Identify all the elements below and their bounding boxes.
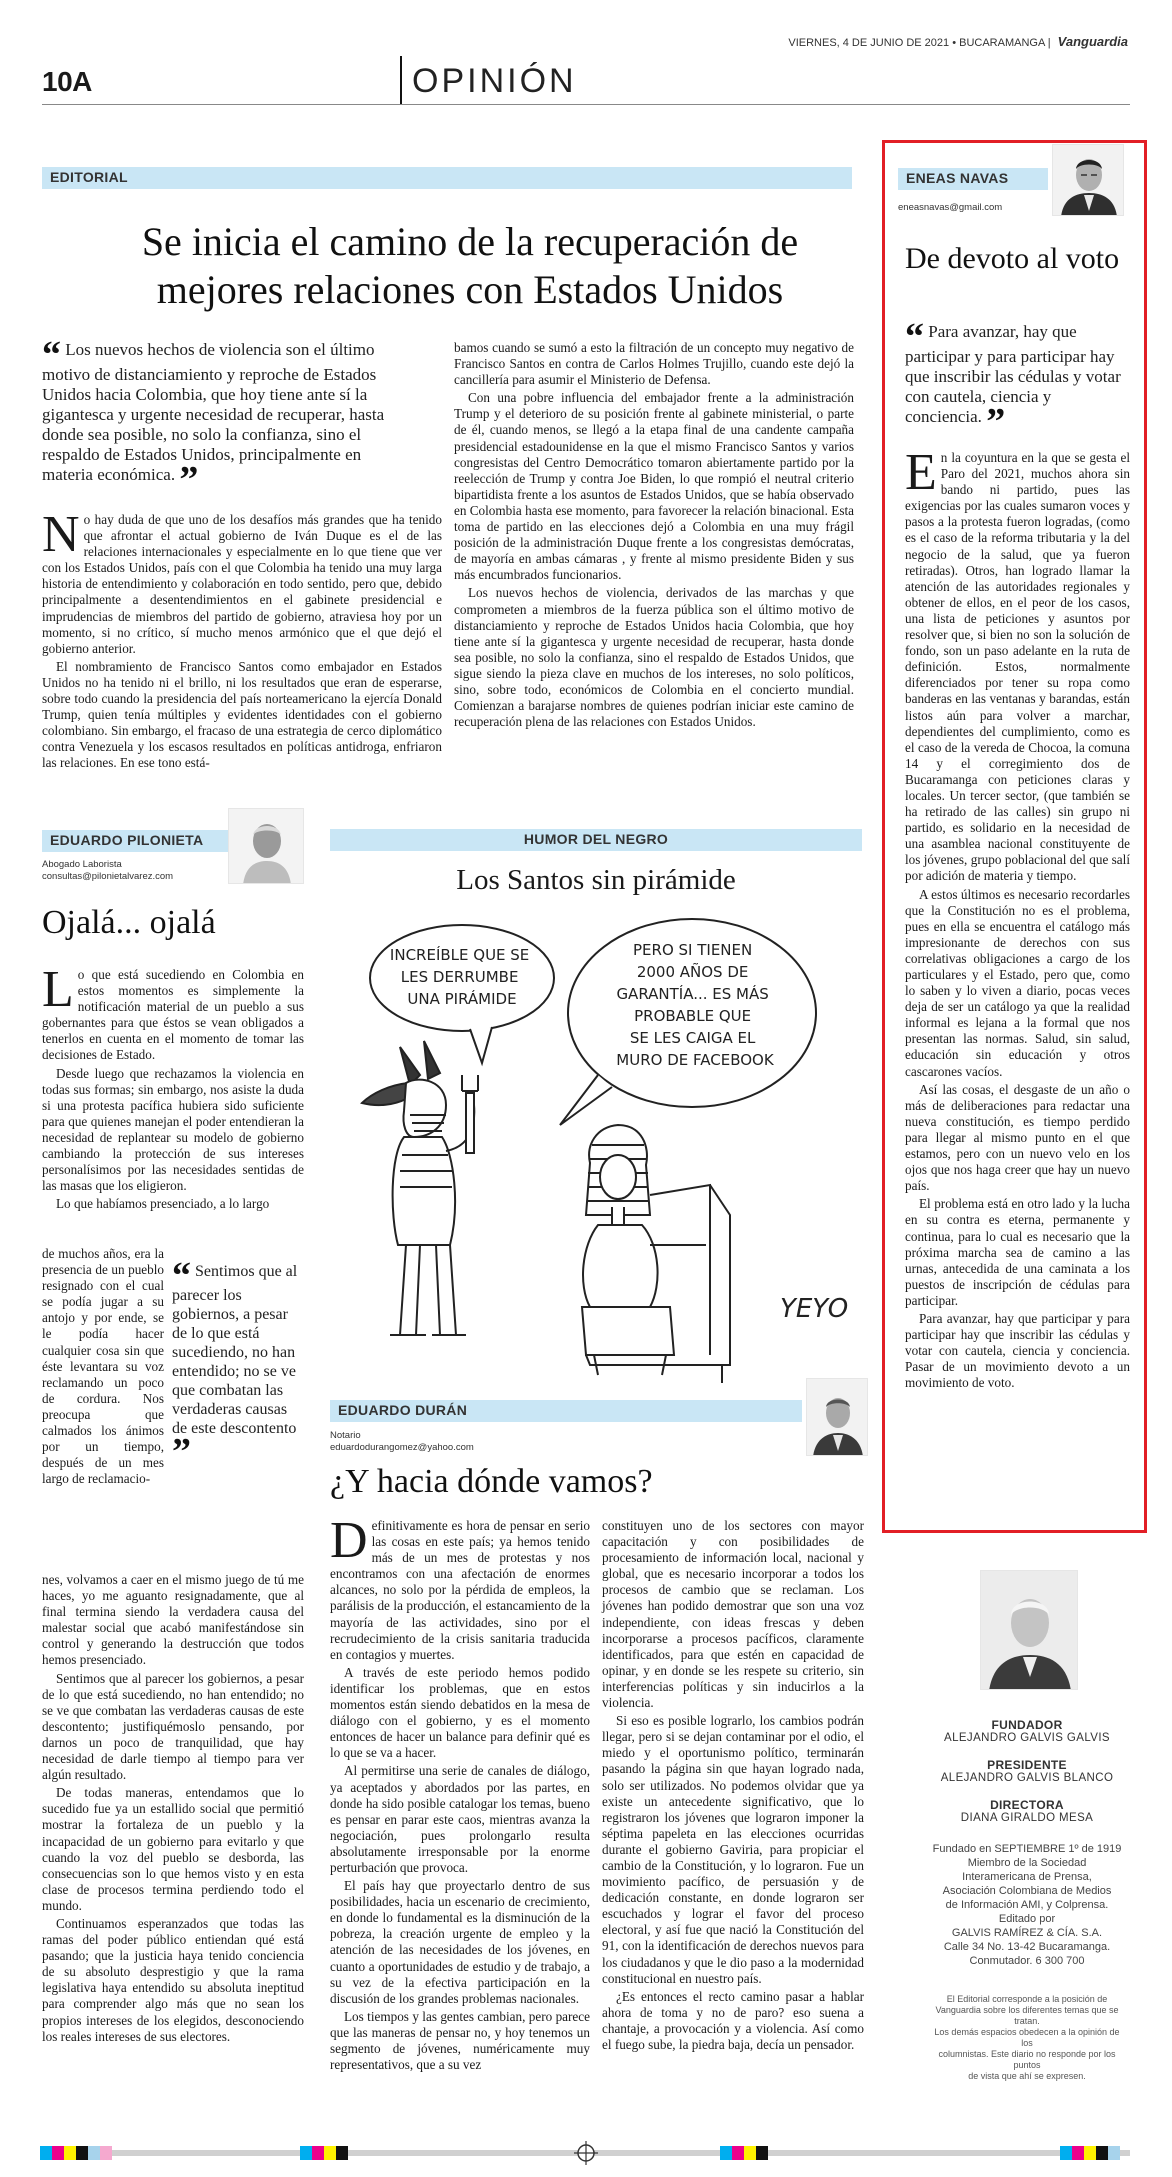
humor-title: Los Santos sin pirámide <box>456 864 736 896</box>
cartoon-illustration <box>350 915 850 1390</box>
disclaimer-line: Vanguardia sobre los diferentes temas que se tratan. <box>935 2005 1119 2026</box>
duran-role: Notario <box>330 1430 361 1441</box>
duran-author: EDUARDO DURÁN <box>338 1402 468 1418</box>
pilonieta-paragraph: de muchos años, era la presencia de un pueblo resignado con el cual se podía jugar a su antojo y por ende, se le podía hacer cualquier cosa sin que éste levantara su voz reclamando un poco de cordura. Nos preocupa que calmados los ánimos por un tiempo, después de un mes largo de reclamacio- <box>42 1246 164 1487</box>
pilonieta-paragraph: nes, volvamos a caer en el mismo juego de tú me haces, yo me aguanto resignadamente, que al final termina siendo la verdadera causa del malestar social que acabó manifestándose sin control y generando la destrucción que todos hemos presenciado. <box>42 1572 304 1668</box>
pilonieta-paragraph: o que está sucediendo en Colombia en estos momentos es simplemente la notificación material de un pueblo a sus gobernantes para que éstos se vean obligados a tenerlos en cuenta en el momento de tomar las decisiones de Estado. <box>42 967 304 1063</box>
masthead-info-line: Fundado en SEPTIEMBRE 1º de 1919 <box>932 1843 1122 1855</box>
masthead-info-line: Asociación Colombiana de Medios <box>942 1885 1112 1897</box>
navas-photo <box>1052 144 1124 216</box>
color-swatch-group-center-left <box>300 2146 348 2160</box>
pilonieta-paragraph: Continuamos esperanzados que todas las ramas del poder público entiendan qué está pasando; que la justicia haya tenido conciencia de su absoluto desprestigio y que la rama legislativa haya entendido su absoluta ineptitud para comprender algo más que no sean los propios intereses de los elegidos, desconociendo los reales intereses de sus electores. <box>42 1915 304 2044</box>
disclaimer-line: columnistas. Este diario no responde por los puntos <box>938 2049 1116 2070</box>
color-swatch-group-center-right <box>720 2146 768 2160</box>
close-quote-icon: ” <box>172 1431 191 1473</box>
duran-photo <box>806 1378 868 1456</box>
disclaimer-line: Los demás espacios obedecen a la opinión de los <box>934 2027 1120 2048</box>
pilonieta-pull-quote-text: Sentimos que al parecer los gobiernos, a pesar de lo que está sucediendo, no han entendido; no se ve que combatan las verdaderas causas de este descontento <box>172 1263 298 1437</box>
bubble-right-line: PERO SI TIENEN <box>633 941 753 959</box>
masthead-fundador: ALEJANDRO GALVIS GALVIS <box>944 1732 1110 1744</box>
masthead-info-line: Conmutador. 6 300 700 <box>969 1955 1085 1967</box>
duran-paragraph: Si eso es posible lograrlo, los cambios podrán llegar, pero si se dejan contaminar por el odio, el miedo y el oportunismo político, terminarán pasando la página sin que hayan logrado nada, solo ser utilizados. No podemos olvidar que ya existe un antecedente significativo, que lo registraron los jóvenes que lograron imponer la séptima papeleta en las elecciones ocurridas durante el gobierno Gaviria, para propiciar el cambio de la Constitución, y lo lograron. Fue un movimiento pacífico, de persuasión y de dedicación constante, en donde lograron ser escuchados y lograr el favor del proceso electoral, y así fue que nació la Constitución del 91, con la identificación de derechos nuevos para los ciudadanos y que le dio paso a la modernidad constitucional en nuestro país. <box>602 1713 864 1986</box>
bubble-right-line: GARANTÍA... ES MÁS <box>616 985 769 1003</box>
masthead-info <box>932 1842 1122 1968</box>
pilonieta-role: Abogado Laborista <box>42 859 122 870</box>
pilonieta-paragraph: De todas maneras, entendamos que lo sucedido fue ya un estallido social que permitió mostrar la fortaleza de un pueblo y la incapacidad de un gobierno para evitarlo y que cuando la voz del pueblo se desborda, las consecuencias son lo que hemos visto y en esta clase de procesos termina perdiendo todo el mundo. <box>42 1785 304 1913</box>
navas-pull-quote <box>905 316 1130 443</box>
humor-kicker: HUMOR DEL NEGRO <box>330 829 862 851</box>
pilonieta-author: EDUARDO PILONIETA <box>50 832 204 848</box>
section-title: OPINIÓN <box>412 62 577 100</box>
open-quote-icon: “ <box>42 334 61 376</box>
pilonieta-paragraph: Lo que habíamos presenciado, a lo largo <box>56 1196 270 1212</box>
pilonieta-rest <box>42 1572 304 2047</box>
founder-portrait <box>980 1570 1078 1690</box>
masthead-directora-label: DIRECTORA <box>990 1798 1064 1812</box>
editorial-pull-quote <box>42 334 414 501</box>
duran-email: eduardodurangomez@yahoo.com <box>330 1442 474 1453</box>
cartoon-signature: YEYO <box>780 1294 849 1324</box>
editorial-paragraph: bamos cuando se sumó a esto la filtración de un concepto muy negativo de Francisco Santos en contra de Carlos Holmes Trujillo, cuando este dejó la cancillería para asumir el Ministerio de Defensa. <box>454 340 854 388</box>
author-portrait-icon <box>807 1379 868 1456</box>
masthead-info-line: Editado por <box>998 1913 1056 1925</box>
open-quote-icon: “ <box>905 316 924 358</box>
masthead-info-line: Interamericana de Prensa, <box>962 1871 1092 1883</box>
navas-paragraph: Para avanzar, hay que participar y para participar hay que inscribir las cédulas y votar con cautela, ciencia y conciencia. Pasar de un movimiento devoto a un movimiento de voto. <box>905 1310 1130 1391</box>
bubble-right-line: 2000 AÑOS DE <box>636 963 749 981</box>
page-number: 10A <box>42 66 92 97</box>
duran-paragraph: Los tiempos y las gentes cambian, pero parece que las maneras de pensar no, y hoy tenemos un segmento de jóvenes, numéricamente muy representativos, que a su vez <box>330 2008 590 2073</box>
navas-paragraph: n la coyuntura en la que se gesta el Paro del 2021, muchos ahora sin bando ni partido, pues las exigencias por las cuales sumaron voces y pasos a la protesta fueron logradas, (como es el caso de la reforma tributaria y la del negocio de la salud, que ya fueron retiradas). Otros, han logrado llamar la atención de las autoridades regionales y obtener de ellos, en el peor de los casos, una lista de peticiones y asuntos por resolver que, si bien no son la solución de fondo, son un paso adelante en la ruta de definición. Estos, normalmente diferenciados por tener su ropa como banderas en las ventanas y barandas, están listos aún para volver a marchar, dependientes del cumplimiento, como es el caso de la vereda de Chocoa, la comuna 14 y el corregimiento dos de Bucaramanga con peticiones claras y locales. Un tercer sector, (que también se ha retirado de las calles) sin grupo ni partido, es solidario en la necesidad de una asamblea nacional constituyente de los jóvenes, grupo poblacional del que salí por adición de materia y tiempo. <box>905 450 1130 884</box>
pilonieta-author-meta <box>42 859 242 883</box>
duran-paragraph: efinitivamente es hora de pensar en serio las cosas en este país; ya hemos tenido más de un mes de protestas y nos encontramos con una afectación de enormes alcances, no solo por la pérdida de empleos, la parálisis de la producción, el estancamiento de la mayoría de las actividades, sino por el recrudecimiento de la crisis sanitaria traducida en contagios y muertes. <box>330 1518 590 1662</box>
dateline: VIERNES, 4 DE JUNIO DE 2021 • BUCARAMANGA | Vanguardia <box>788 34 1128 49</box>
pilonieta-pull-quote <box>172 1255 302 1473</box>
editorial-paragraph: Los nuevos hechos de violencia, derivados de las marchas y que comprometen a miembros de la fuerza pública son el último motivo de distanciamiento y reproche de Estados Unidos hacia Colombia, que hoy tiene ante sí la gigantesca y urgente necesidad de recuperar, hasta donde sea posible, no solo la confianza, sino el respaldo de Estados Unidos, que sigue siendo la pieza clave en muchos de los intereses, no solo políticos, sino, sobre todo, económicos de Colombia en el concierto mundial. Comienzan a barajarse nombres de quienes podrían iniciar este camino de recuperación plena de las relaciones con Estados Unidos. <box>454 585 854 730</box>
duran-paragraph: ¿Es entonces el recto camino pasar a hablar ahora de toma y no de paro? eso suena a chantaje, a provocación y a violencia. Así como el fuego sube, la piedra baja, decía un pensador. <box>602 1988 864 2052</box>
pilonieta-photo <box>228 808 304 884</box>
bubble-right-line: PROBABLE QUE <box>634 1007 752 1025</box>
top-rule <box>42 104 1130 105</box>
masthead-info-line: Calle 34 No. 13-42 Bucaramanga. <box>943 1941 1111 1953</box>
dateline-text: VIERNES, 4 DE JUNIO DE 2021 • BUCARAMANGA <box>788 37 1045 49</box>
close-quote-icon: ” <box>986 401 1006 443</box>
duran-column-1 <box>330 1512 590 2075</box>
navas-paragraph: El problema está en otro lado y la lucha en su contra es eterna, permanente y continua, para lo cual es necesario que la próxima marcha sea de camino a las urnas, antecedida de una caminata a los puestos de inscripción de cédulas para participar. <box>905 1196 1130 1308</box>
bubble-left-line: UNA PIRÁMIDE <box>407 990 517 1008</box>
svg-text:INCREÍBLE QUE SE LES DERRU <box>390 945 534 1008</box>
duran-author-bar <box>330 1400 802 1422</box>
navas-headline: De devoto al voto <box>905 242 1120 275</box>
masthead-directora: DIANA GIRALDO MESA <box>960 1812 1094 1824</box>
pharaoh-figure <box>582 1125 730 1383</box>
disclaimer-line: de vista que ahí se expresen. <box>968 2071 1086 2081</box>
bubble-right-line: MURO DE FACEBOOK <box>616 1051 774 1069</box>
navas-paragraph: A estos últimos es necesario recordarles que la Constitución no es el problema, pues en ella se encuentra el catálogo más impresionante de derechos con sus correlativas obligaciones a cargo de los particulares y el Estado, pero que, como lo saben y lo viven a diario, pocas veces deja de ser un catálogo ya que la realidad informal es lejana a la formal que nos presentan las normas. Salud, sin salud, educación sin educación y otros cascarones vacíos. <box>905 886 1130 1079</box>
duran-paragraph: El país hay que proyectarlo dentro de sus posibilidades, hacia un escenario de crecimiento, en donde lo fundamental es la disminución de la pobreza, la creación urgente de empleo y la atención de las necesidades de los jóvenes, en cuanto a oportunidades de estudio y de trabajo, a su vez de la efectiva participación en la discusión de los grandes problemas nacionales. <box>330 1878 590 2006</box>
pilonieta-headline: Ojalá... ojalá <box>42 904 216 941</box>
founder-portrait-icon <box>981 1571 1078 1690</box>
navas-pull-quote-text: Para avanzar, hay que participar y para participar hay que inscribir las cédulas y votar con cautela, ciencia y conciencia. <box>905 322 1121 426</box>
color-swatch-group-right <box>1060 2146 1120 2160</box>
masthead <box>932 1718 1122 2082</box>
bubble-right-line: SE LES CAIGA EL <box>629 1029 756 1047</box>
disclaimer-line: El Editorial corresponde a la posición de <box>946 1994 1108 2004</box>
brand-logo: Vanguardia <box>1057 34 1128 49</box>
pilonieta-paragraph: Sentimos que al parecer los gobiernos, a pesar de lo que está sucediendo, no han entendido; no se ve que combatan las verdaderas causas de este descontento; justifiquémoslo pensando, por darnos un poco de tranquilidad, que hay necesidad de darle tiempo al tiempo para ver algún resultado. <box>42 1670 304 1783</box>
pilonieta-dropcap: L <box>42 961 74 1018</box>
pilonieta-author-bar <box>42 830 238 852</box>
duran-column-2 <box>602 1518 864 2055</box>
bubble-left-line: INCREÍBLE QUE SE <box>389 946 530 964</box>
author-portrait-icon <box>229 809 304 884</box>
masthead-info-line: Miembro de la Sociedad <box>967 1857 1087 1869</box>
duran-dropcap: D <box>330 1512 368 1569</box>
pilonieta-paragraph: Desde luego que rechazamos la violencia en todas sus formas; sin embargo, nos asiste la duda si una protesta pacífica hubiera sido suficiente para que quienes manejan el poder entendieran la necesidad de replantear su modelo de gobierno cambiando la protección de sus intereses personalísimos por las necesidades sentidas de las masas que los eligieron. <box>42 1065 304 1194</box>
duran-paragraph: constituyen uno de los sectores con mayor capacitación y con posibilidades de procesamiento de información local, nacional y global, que es necesario incorporar a todos los procesos de cambio que se reclaman. Los jóvenes han podido demostrar que son una voz independiente, con ideas frescas y deben incorporarse a procesos pacíficos, claramente identificados, para que estén en capacidad de opinar, y en donde se les respete su criterio, sin interferencias políticas y sin inducirlos a la violencia. <box>602 1518 864 1711</box>
editorial-pull-quote-text: Los nuevos hechos de violencia son el último motivo de distanciamiento y reproche de Estados Unidos hacia Colombia, que hoy tiene ante sí la gigantesca y urgente necesidad de recuperar, hasta donde sea posible, no solo la confianza, sino el respaldo de Estados Unidos, principalmente en materia económica. <box>42 340 385 484</box>
close-quote-icon: ” <box>179 459 199 501</box>
print-color-bar <box>0 2138 1172 2168</box>
editorial-paragraph: o hay duda de que uno de los desafíos más grandes que ha tenido que afrontar el actual gobierno de Iván Duque es el de las relaciones internacionales y especialmente en lo que tiene que ver con los Estados Unidos, país con el que Colombia ha tenido una muy larga historia de entendimiento y colaboración en todo sentido, pero que, debido principalmente a desentendimientos en el gabinete presidencial e imprudencias de miembros del partido de gobierno, atraviesa hoy por un momento, si no crítico, sí mucho menos armónico que el que dejó el gobierno anterior. <box>42 512 442 656</box>
duran-paragraph: A través de este periodo hemos podido identificar los problemas, que en estos momentos están siendo debatidos en la mesa de diálogo con el gobierno, y es el momento entonces de hacer un balance para definir qué es lo que se va a hacer. <box>330 1664 590 1761</box>
navas-body <box>905 444 1130 1393</box>
masthead-presidente: ALEJANDRO GALVIS BLANCO <box>940 1772 1114 1784</box>
editorial-headline: Se inicia el camino de la recuperación de mejores relaciones con Estados Unidos <box>141 219 799 312</box>
pilonieta-intro <box>42 961 304 1214</box>
open-quote-icon: “ <box>172 1255 191 1297</box>
masthead-disclaimer <box>932 1994 1122 2082</box>
pilonieta-narrow-column <box>42 1246 164 1489</box>
color-swatch-group-left <box>40 2146 112 2160</box>
duran-paragraph: Al permitirse una serie de canales de diálogo, ya aceptados y abordados por las partes, en donde ha sido posible catalogar los temas, bueno es pensar en parar este caos, mientras avanza la negociación, pues prolongarlo resulta absolutamente irresponsable por la enorme perturbación que provoca. <box>330 1763 590 1875</box>
navas-author-bar <box>898 168 1048 190</box>
duran-author-meta <box>330 1430 590 1454</box>
navas-paragraph: Así las cosas, el desgaste de un año o más de deliberaciones para redactar una nueva constitución, es tiempo perdido para llegar al mismo punto en el que estamos, pero con un nuevo velo en los ojos que nos haga creer que hay un nuevo país. <box>905 1081 1130 1194</box>
duran-headline: ¿Y hacia dónde vamos? <box>330 1463 653 1500</box>
anubis-figure <box>362 1041 478 1335</box>
masthead-info-line: GALVIS RAMÍREZ & CÍA. S.A. <box>951 1927 1103 1939</box>
pilonieta-email: consultas@pilonietalvarez.com <box>42 871 174 882</box>
navas-author: ENEAS NAVAS <box>906 170 1009 186</box>
bubble-left-line: LES DERRUMBE <box>400 968 519 986</box>
navas-email: eneasnavas@gmail.com <box>898 202 1003 213</box>
editorial-column-1 <box>42 506 442 774</box>
masthead-presidente-label: PRESIDENTE <box>987 1758 1067 1772</box>
author-portrait-icon <box>1053 145 1124 216</box>
editorial-paragraph: Con una pobre influencia del embajador frente a la administración Trump y el deterioro de su posición frente al gabinete ministerial, o parte de él, cuando menos, se llegó a la etapa final de una candente campaña presidencial estadounidense en la que el mismo Francisco Santos y varios congresistas del Centro Democrático tomaron abiertamente partido por la reelección de Trump y contra Joe Biden, lo que rompió el neutral criterio bipartidista frente a los asuntos de Estados Unidos, que se había observado en Colombia hasta ese momento, para favorecer la relación binacional. Esta toma de partido en las elecciones dejó a Colombia en una muy frágil posición de la administración Duque frente a los congresistas demócratas, de mayoría en ambas cámaras , y frente al mismo presidente Biden y sus más encumbrados funcionarios. <box>454 390 854 583</box>
editorial-column-2 <box>454 340 854 732</box>
masthead-fundador-label: FUNDADOR <box>991 1718 1063 1732</box>
editorial-paragraph: El nombramiento de Francisco Santos como embajador en Estados Unidos no ha tenido ni el brillo, ni los resultados que eran de esperarse, sobre todo cuando la presidencia del país norteamericano la ejercía Donald Trump, quien tenía múltiples y evidentes identidades con el gobierno colombiano. Sin embargo, el fracaso de una estrategia de cerco diplomático contra Venezuela y los escasos resultados en políticas antidroga, enfriaron las relaciones. En ese tono está- <box>42 658 442 771</box>
masthead-info-line: de Información AMI, y Colprensa. <box>945 1899 1109 1911</box>
header-divider <box>400 56 402 104</box>
navas-dropcap: E <box>905 444 937 501</box>
editorial-dropcap: N <box>42 506 80 563</box>
editorial-kicker: EDITORIAL <box>42 167 852 189</box>
